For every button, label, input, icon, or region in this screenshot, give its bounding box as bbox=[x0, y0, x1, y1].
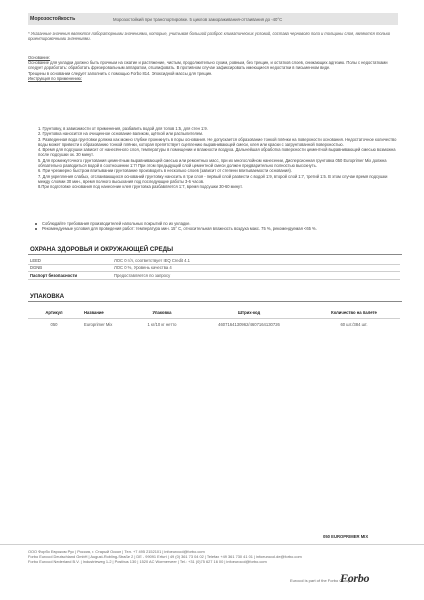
instruction-step: 5. Для промежуточного грунтования цементным выравнивающей смесью или ремонтных масс, при их многослойном нанесении, Дисперсионная грунтовка 050 Europrimer Mix должна обязательно разводиться водой в соотношении 1:7! При этом предыдущий слой цементной смеси должен предварительно полностью высохнуть. bbox=[38, 157, 387, 169]
health-key: Паспорт безопасности bbox=[30, 272, 78, 278]
health-section-title: ОХРАНА ЗДОРОВЬЯ И ОКРУЖАЮЩЕЙ СРЕДЫ bbox=[28, 246, 402, 255]
packaging-header-cell: Штрих-код bbox=[237, 309, 261, 315]
instruction-step: 1. Грунтовку, в зависимости от применения, разбавить водой для топов 1:5, для стен 1:9. bbox=[38, 126, 208, 131]
health-value: ЛОС 0 г/л, соответствует IEQ Credit 4.1 bbox=[114, 257, 191, 263]
footer-divider bbox=[0, 544, 424, 545]
base-section bbox=[28, 55, 400, 81]
footer-line: ООО Форбо Евроком Рус | Россия, г. Старый Оскол | Тел. +7 495 2152101 | infoeurocol@forbo.com bbox=[28, 549, 205, 554]
health-key: DGNB bbox=[30, 265, 43, 271]
packaging-section-title: УПАКОВКА bbox=[28, 293, 402, 302]
health-key: LEED bbox=[30, 257, 41, 263]
packaging-header-cell: Артикул bbox=[45, 309, 63, 315]
packaging-table bbox=[28, 306, 400, 330]
recommendation-item: Рекомендуемые условия для проведения работ: температура мин. 15° С, относительная влажность воздуха макс. 75 %, рекомендуемая <65 %. bbox=[28, 226, 400, 231]
frost-resistance-row bbox=[28, 13, 398, 25]
recommendations-list bbox=[28, 221, 400, 232]
health-row bbox=[28, 257, 400, 265]
instruction-step: 6. При чрезмерно быстром впитывании грунтование производить в несколько слоев (зависит от степени впитываемости основания). bbox=[38, 168, 292, 174]
frost-value: Морозостойкий при транспортировке. 5 циклов замораживания-оттаивания до -40°C bbox=[113, 16, 283, 22]
health-row bbox=[28, 265, 400, 273]
health-table bbox=[28, 257, 400, 280]
lab-values-footnote: * Указанные значения являются лабораторными значениями, которые, учитывая большой разброс климатических условий, состава чернового пола и толщины слоя, являются только ориентировочными значениями. bbox=[28, 31, 391, 42]
health-value: ЛОС 0 %, Уровень качества 4 bbox=[114, 265, 172, 271]
instruction-steps bbox=[28, 126, 400, 190]
packaging-header-cell: Количество на палете bbox=[331, 309, 377, 315]
base-line: Основание для укладки должно быть прочным на сжатие и растяжение, чистым, продолжительно сухим, ровным, без трещин, и остатков слоев, снижающих адгезию. Полы с недостатками следует доработать: обработать фрезеровальным аппаратом, отшлифовать. В противном случае зафиксировать имеющиеся недостатки в письменном виде. bbox=[28, 60, 388, 71]
packaging-header-cell: Упаковка bbox=[152, 309, 172, 315]
footer-line: Forbo Eurocol Deutschland GmbH | August-Robling-Straße 2 | DE - 99091 Erfurt | 49 (0) 361 73 04 02 | Telefax +49 361 730 41 01 | infoeurocol.de@forbo.com bbox=[28, 554, 302, 560]
instruction-step: 3. Разведенная вода грунтовки должна как можно глубже проникнуть в поры основания. Не допускается образование тонкой плёнки на поверхности основания. Недостаточное количество воды может привести к образованию тонкой плёнки, которая препятствует сцеплению выравнивающей смеси, клея или краски с загрунтованной поверхностью. bbox=[38, 136, 397, 147]
recommendation-item: Соблюдайте требования производителей напольных покрытий по их укладке. bbox=[28, 221, 400, 226]
health-row bbox=[28, 272, 400, 280]
packaging-cell: 050 bbox=[50, 322, 58, 327]
product-label: 050 EUROPRIMER MIX bbox=[323, 534, 369, 539]
group-claim: Eurocol is part of the Forbo Group bbox=[290, 578, 351, 583]
health-value: Предоставляется по запросу bbox=[114, 272, 171, 278]
packaging-header-row bbox=[28, 306, 400, 318]
packaging-header-cell: Название bbox=[84, 309, 104, 315]
instruction-step: 2. Грунтовка наносится на очищенное основание валиком, щёткой или распылителем. bbox=[38, 131, 204, 137]
base-line: Трещины в основании следует заполнить с помощью Forbo 814. Эпоксидной массы для трещин. bbox=[28, 70, 213, 76]
table-row bbox=[28, 318, 400, 330]
footer-line: Forbo Eurocol Nederland B.V. | Industrieweg 1-2 | Postbus 130 | 1520 AC Wormerveer | Tel.: +31 (0)75 627 16 00 | infoeurocol@forbo.com bbox=[28, 559, 267, 565]
packaging-cell: 4607164130962/4607164130726 bbox=[218, 322, 280, 327]
packaging-cell: 1 кг/10 кг нетто bbox=[147, 322, 177, 327]
company-footer bbox=[28, 549, 358, 565]
instruction-step: 7. Для укрепления слабых, отслаивающихся оснований грунтовку наносить в три слоя - первый слой развести с водой 1:9, второй слой 1:7, третий 1:5. В этом случае время подсушки между слоями 30 мин., время полного высыхания под последующие работы 3-6 часов. bbox=[38, 173, 388, 184]
packaging-cell: 60 шт./384 шт. bbox=[340, 322, 368, 327]
instruction-step: 8.При подготовке основания под нанесение клея грунтовка разбавляется 1:7, время подсушки 30-60 минут. bbox=[38, 184, 243, 190]
instruction-step: 4. Время для подсушки зависит от нанесённого слоя, температуры в помещении и влажности воздуха. Дальнейшая обработка поверхности цементной выравнивающей смесью возможна после подсушки ок. 30 минут. bbox=[38, 147, 396, 158]
frost-label: Морозостойкость bbox=[30, 16, 76, 22]
base-heading: Основание: bbox=[28, 55, 51, 60]
instructions-heading: Инструкция по применению: bbox=[28, 75, 82, 81]
forbo-logo: Forbo bbox=[340, 571, 370, 585]
packaging-cell: Europrimer Mix bbox=[84, 322, 113, 327]
